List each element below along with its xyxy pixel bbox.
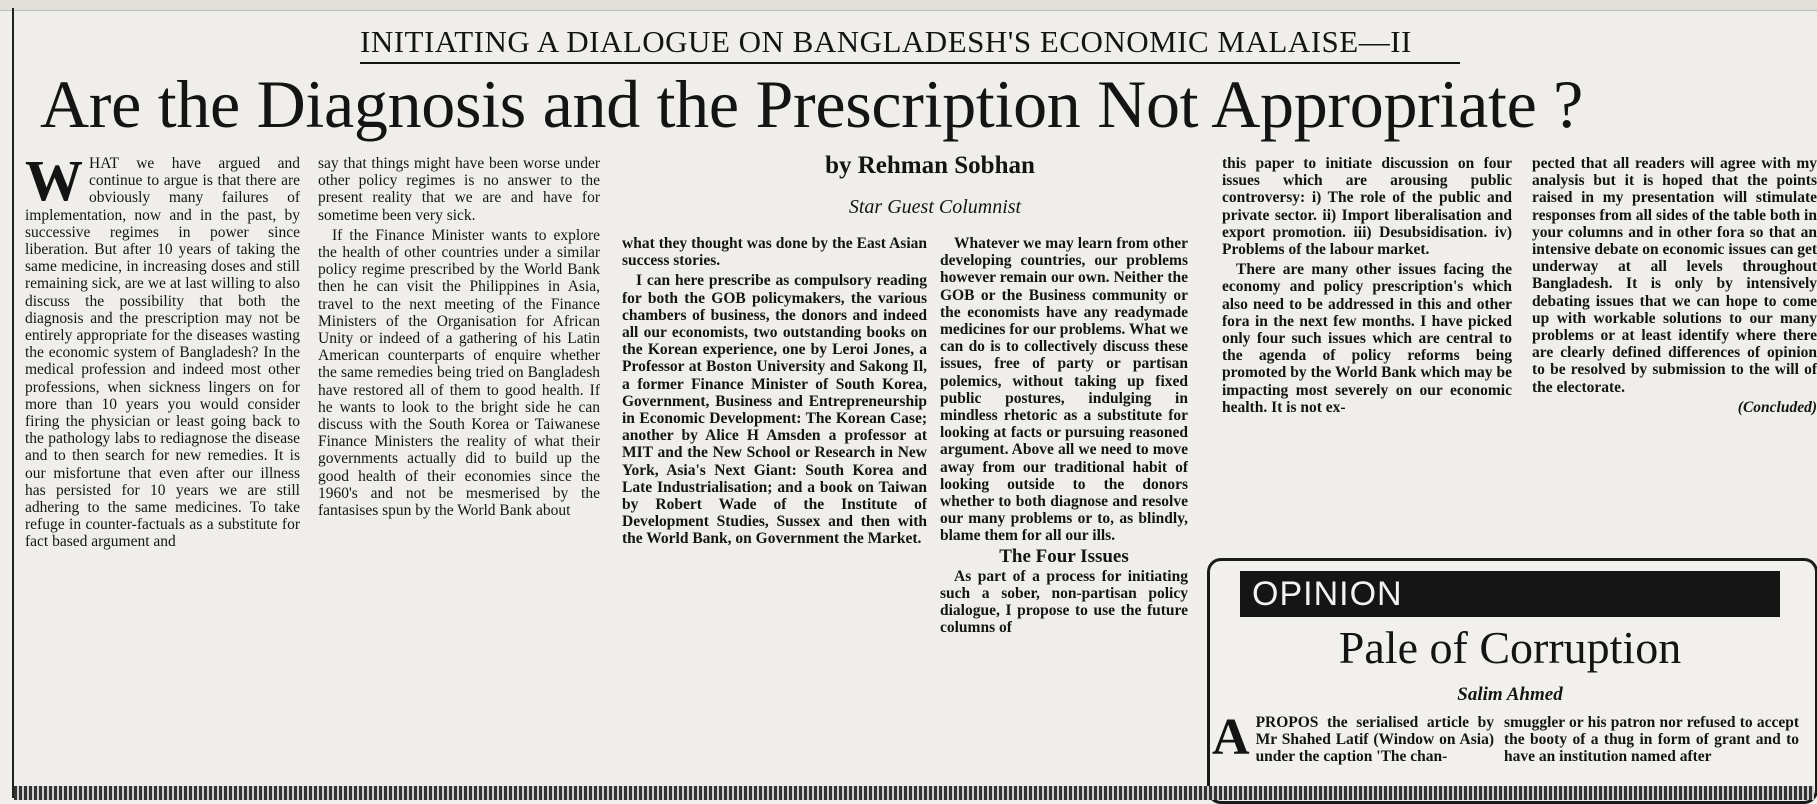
drop-cap: W	[25, 155, 83, 213]
article-column-3	[622, 235, 927, 780]
article-paragraph: If the Finance Minister wants to explore the health of other countries under a similar policy regime prescribed by the World Bank then he can visit the Philippines in Asia, travel to the next meeting of the Finance Ministers of the Organisation for African Unity or indeed of a gathering of his Latin American counterparts of enquire whether the same remedies being tried on Bangladesh have restored all of them to good health. If he wants to look to the bright side he can discuss with the South Korea or Taiwanese Finance Ministers the reality of what their governments actually did to build up the good health of their economies since the 1960's and not be mesmerised by the fantasises spun by the World Bank about	[318, 226, 600, 520]
article-kicker: INITIATING A DIALOGUE ON BANGLADESH'S ECONOMIC MALAISE—II	[360, 22, 1460, 64]
section-subhead: The Four Issues	[999, 545, 1129, 567]
article-paragraph: say that things might have been worse under other policy regimes is no answer to the present reality that we are and have for sometime been very sick.	[318, 155, 600, 224]
article-paragraph: I can here prescribe as compulsory reading for both the GOB policymakers, the various chambers of business, the donors and indeed all our economists, two outstanding books on the Korean experience, one by Leroi Jones, a Professor at Boston University and Sakong Il, a former Finance Minister of South Korea, Government, Business and Entrepreneurship in Economic Development: The Korean Case; another by Alice H Amsden a professor at MIT and the New School or Research in New York, Asia's Next Giant: South Korea and Late Industrialisation; and a book on Taiwan by Robert Wade of the Institute of Development Studies, Sussex and then with the World Bank, on Government the Market.	[622, 272, 927, 548]
concluded-marker: (Concluded)	[1737, 398, 1817, 416]
opinion-label: OPINION	[1240, 571, 1780, 617]
drop-cap: A	[1212, 714, 1250, 766]
article-byline: by Rehman Sobhan	[825, 152, 1035, 179]
article-headline: Are the Diagnosis and the Prescription Not Appropriate ?	[40, 66, 1584, 142]
article-paragraph	[25, 155, 300, 551]
page-edge-rule	[12, 8, 14, 798]
article-paragraph: what they thought was done by the East Asian success stories.	[622, 235, 927, 270]
top-page-strip	[0, 0, 1817, 11]
bottom-rule	[14, 786, 1814, 800]
article-paragraph: Whatever we may learn from other developing countries, our problems however remain our own. Neither the GOB or the Business community or the economists have any readymade medicines for our problems. What we can do is to collectively discuss these issues, free of party or partisan polemics, without taking up fixed public postures, indulging in mindless rhetoric as a substitute for looking at facts or pursuing reasoned argument. Above all we need to move away from our traditional habit of looking outside to the donors whether to both diagnose and resolve our many problems or to, as blindly, blame them for all our ills.	[940, 235, 1188, 545]
article-column-2	[318, 155, 600, 780]
paragraph-text: PROPOS the serialised article by Mr Shahed Latif (Window on Asia) under the caption 'The chan-	[1255, 714, 1494, 766]
article-byline-subtitle: Star Guest Columnist	[848, 196, 1022, 218]
article-paragraph	[1212, 714, 1494, 766]
article-paragraph: As part of a process for initiating such a sober, non-partisan policy dialogue, I propose to use the future columns of	[940, 567, 1188, 637]
article-column-4	[940, 235, 1188, 780]
paragraph-text: HAT we have argued and continue to argue is that there are obviously many failures of implementation, now and in the past, by successive regimes in power since liberation. But after 10 years of taking the same medicine, in increasing doses and still remaining sick, are we at last willing to also discuss the possibility that both the diagnosis and the prescription may not be entirely appropriate for the diseases wasting the economic system of Bangladesh? In the medical profession and indeed most other professions, when sickness lingers on for more than 10 years you would consider firing the physician or least going back to the pathology labs to rediagnose the disease and to then search for new remedies. It is our misfortune that even after our illness has persisted for 10 years we are still adhering to the same medicines. To take refuge in counter-factuals as a substitute for fact based argument and	[25, 155, 300, 551]
article-paragraph: smuggler or his patron nor refused to accept the booty of a thug in form of grant and to have an institution named after	[1504, 714, 1799, 766]
article-paragraph: this paper to initiate discussion on four issues which are arousing public controversy: i) The role of the public and private sector. ii) Import liberalisation and export promotion. iii) Desubsidisation. iv) Problems of the labour market.	[1222, 155, 1512, 259]
article-paragraph: There are many other issues facing the economy and policy prescription's which also need to be addressed in this and other fora in the next few months. I have picked only four such issues which are central to the agenda of policy reforms being promoted by the World Bank which may be impacting most severely on our economic health. It is not ex-	[1222, 261, 1512, 416]
article-paragraph: pected that all readers will agree with my analysis but it is hoped that the points raised in my presentation will stimulate responses from all sides of the table both in your columns and in other fora so that an intensive debate on economic issues can get underway at all levels throughout Bangladesh. It is only by intensively debating issues that we can hope to come up with workable solutions to our many problems or at least identify where there are clearly defined differences of opinion to be resolved by submission to the will of the electorate.	[1532, 155, 1817, 396]
article-column-5	[1222, 155, 1512, 535]
opinion-title: Pale of Corruption	[1338, 622, 1682, 673]
article-column-1	[25, 155, 300, 780]
article-column-6	[1532, 155, 1817, 550]
opinion-author: Salim Ahmed	[1457, 684, 1563, 705]
opinion-column-2	[1504, 714, 1799, 794]
opinion-column-1	[1212, 714, 1494, 794]
